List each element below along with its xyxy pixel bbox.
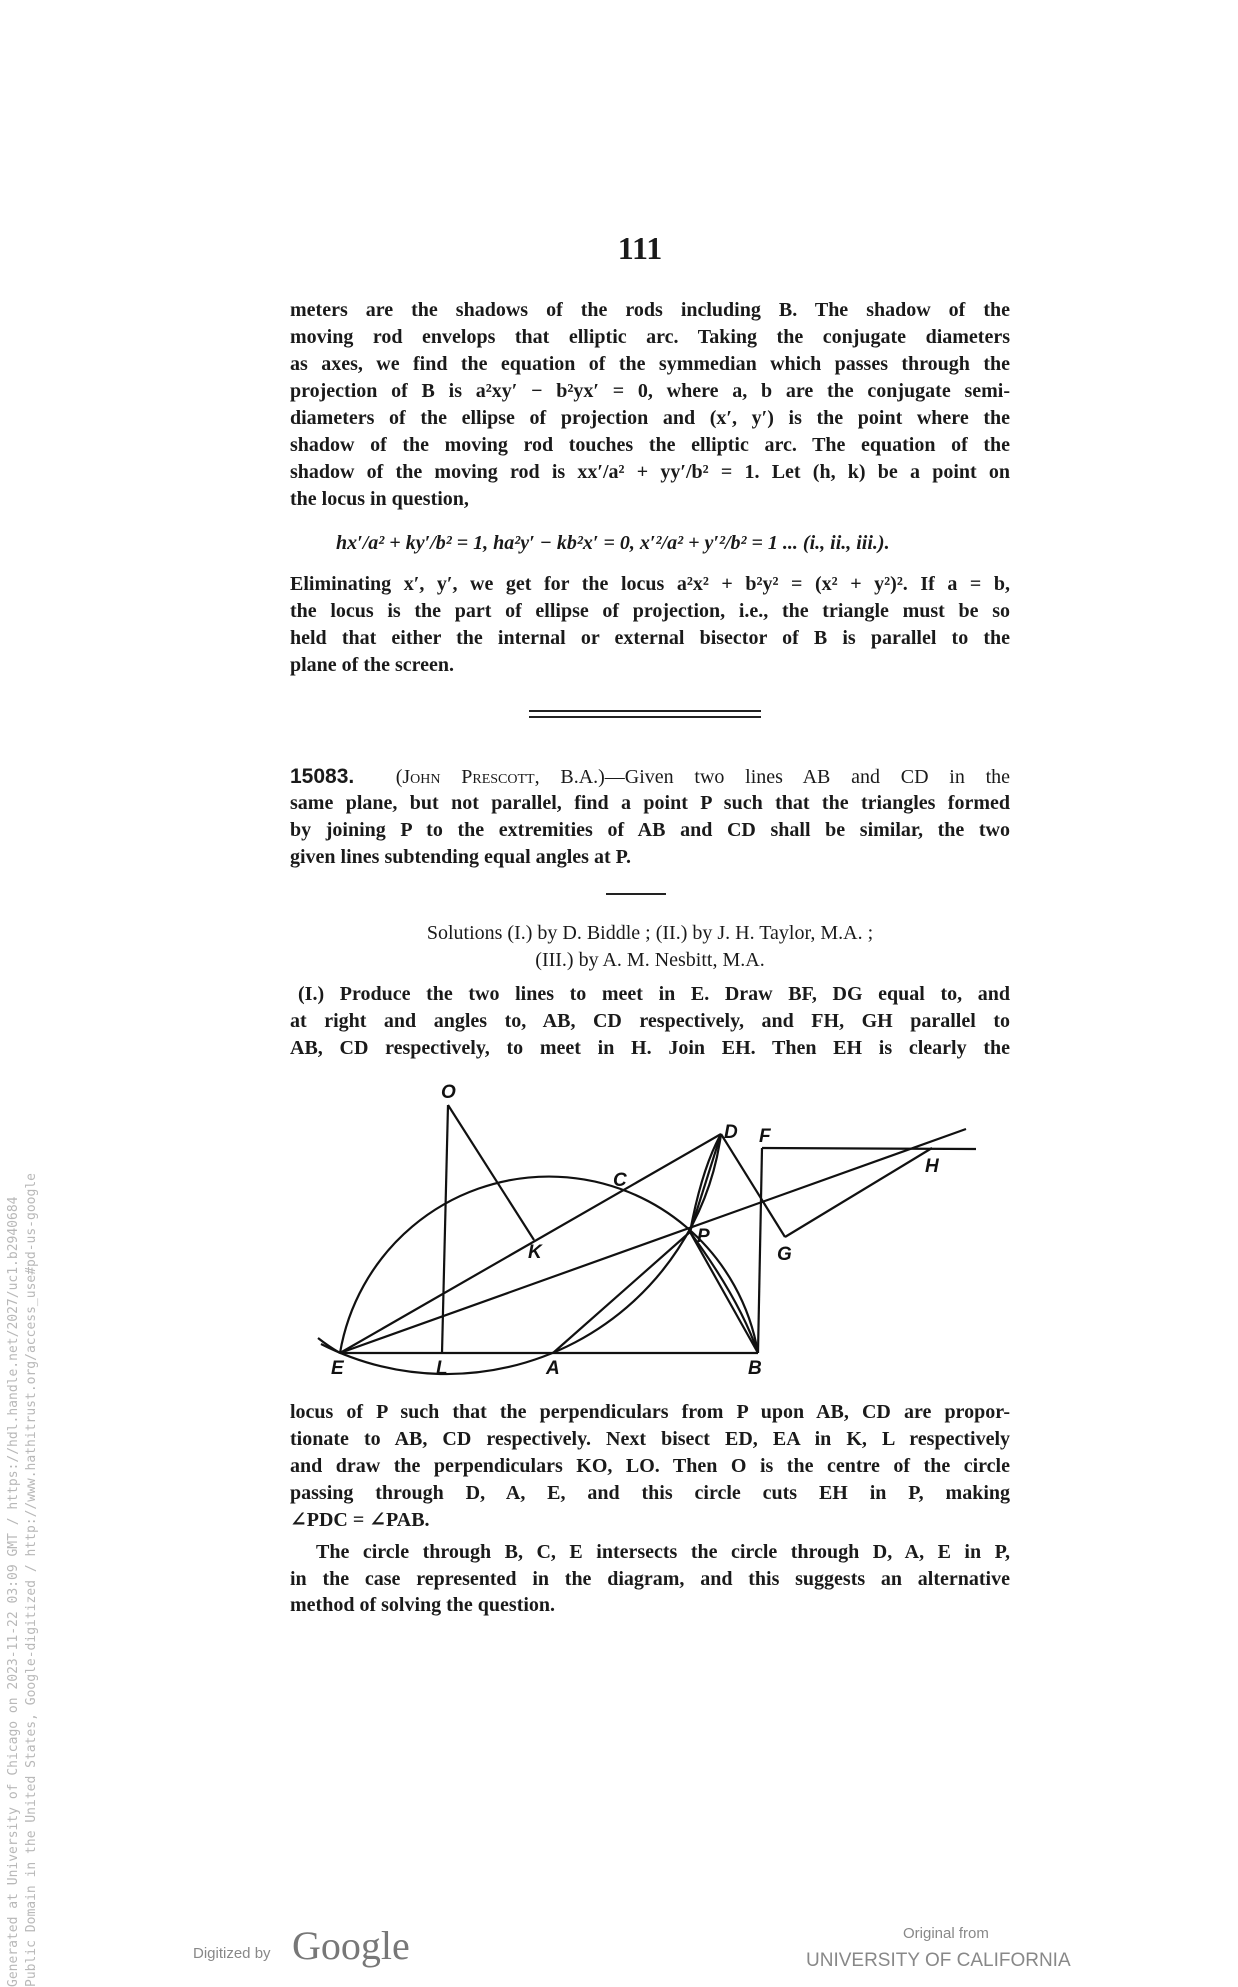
text-line: as axes, we find the equation of the symmedian which passes through the <box>290 353 1010 375</box>
text-line: and draw the perpendiculars KO, LO. Then O is the centre of the circle <box>290 1455 1010 1477</box>
label-d: D <box>724 1122 738 1143</box>
text-line: passing through D, A, E, and this circle cuts EH in P, making <box>290 1482 1010 1504</box>
line-pb <box>690 1232 758 1353</box>
text-line: shadow of the moving rod touches the elliptic arc. The equation of the <box>290 434 1010 456</box>
text-line: method of solving the question. <box>290 1594 556 1616</box>
line-ol <box>442 1105 448 1353</box>
line-ok <box>448 1105 534 1240</box>
line-bf <box>758 1148 762 1353</box>
label-b: B <box>748 1358 762 1379</box>
text-line: the locus is the part of ellipse of projection, i.e., the triangle must be so <box>290 600 1010 622</box>
text-line: the locus in question, <box>290 488 469 510</box>
label-k: K <box>528 1242 542 1263</box>
text-line: given lines subtending equal angles at P. <box>290 846 632 868</box>
footer-university: UNIVERSITY OF CALIFORNIA <box>806 1950 1071 1971</box>
problem-number: 15083. <box>290 765 355 788</box>
arc-p-d <box>690 1134 721 1232</box>
circle-bce-arc <box>318 1177 758 1353</box>
circle-dae-arc <box>321 1134 721 1374</box>
double-rule-top <box>529 710 761 712</box>
label-e: E <box>331 1358 344 1379</box>
text-line: diameters of the ellipse of projection and (x′, y′) is the point where the <box>290 407 1010 429</box>
label-a: A <box>546 1358 560 1379</box>
problem-author: (John Prescott, B.A.) <box>395 766 605 788</box>
label-p: P <box>697 1226 710 1247</box>
line-gh <box>785 1148 932 1237</box>
footer-original-from: Original from <box>903 1925 989 1942</box>
text-line: meters are the shadows of the rods including B. The shadow of the <box>290 299 1010 321</box>
text-line: moving rod envelops that elliptic arc. Taking the conjugate diameters <box>290 326 1010 348</box>
text-line: by joining P to the extremities of AB and CD shall be similar, the two <box>290 819 1010 841</box>
line-eh <box>340 1129 966 1353</box>
sidebar-generated-notice: Generated at University of Chicago on 2023-11-22 03:09 GMT / https://hdl.handle.net/2027/uc1.b2940684 <box>6 1196 21 1987</box>
sidebar-public-domain-notice: Public Domain in the United States, Google-digitized / http://www.hathitrust.org/access_use#pd-us-google <box>24 1173 39 1987</box>
line-fh <box>762 1148 976 1149</box>
text-line: shadow of the moving rod is xx′/a² + yy′/b² = 1. Let (h, k) be a point on <box>290 461 1010 483</box>
problem-text: —Given two lines AB and CD in the <box>604 766 1010 788</box>
text-line: at right and angles to, AB, CD respectively, and FH, GH parallel to <box>290 1010 1010 1032</box>
text-line: in the case represented in the diagram, and this suggests an alternative <box>290 1568 1010 1590</box>
label-f: F <box>759 1126 771 1147</box>
text-line: Eliminating x′, y′, we get for the locus a²x² + b²y² = (x² + y²)². If a = b, <box>290 573 1010 595</box>
solutions-credit-line-1: Solutions (I.) by D. Biddle ; (II.) by J. H. Taylor, M.A. ; <box>426 922 874 944</box>
label-c: C <box>613 1170 627 1191</box>
text-line: held that either the internal or external bisector of B is parallel to the <box>290 627 1010 649</box>
text-line: ∠PDC = ∠PAB. <box>290 1509 430 1531</box>
arc-p-b <box>690 1232 758 1353</box>
page-number: 111 <box>617 230 663 266</box>
text-line: The circle through B, C, E intersects the circle through D, A, E in P, <box>316 1541 1010 1563</box>
text-line: projection of B is a²xy′ − b²yx′ = 0, where a, b are the conjugate semi- <box>290 380 1010 402</box>
short-rule <box>606 893 666 895</box>
text-line: (I.) Produce the two lines to meet in E. Draw BF, DG equal to, and <box>298 983 1010 1005</box>
label-g: G <box>777 1244 792 1265</box>
line-dg <box>721 1134 785 1237</box>
text-line: plane of the screen. <box>290 654 455 676</box>
footer-digitized-by: Digitized by <box>193 1945 271 1962</box>
double-rule-bottom <box>529 716 761 718</box>
label-o: O <box>441 1082 456 1103</box>
text-line: AB, CD respectively, to meet in H. Join EH. Then EH is clearly the <box>290 1037 1010 1059</box>
text-line: tionate to AB, CD respectively. Next bisect ED, EA in K, L respectively <box>290 1428 1010 1450</box>
text-line: locus of P such that the perpendiculars from P upon AB, CD are propor- <box>290 1401 1010 1423</box>
label-l: L <box>436 1358 448 1379</box>
line-ap <box>553 1232 690 1353</box>
text-line: same plane, but not parallel, find a point P such that the triangles formed <box>290 792 1010 814</box>
solutions-credit-line-2: (III.) by A. M. Nesbitt, M.A. <box>535 949 765 971</box>
problem-first-line <box>290 763 1010 790</box>
line-ed <box>340 1134 721 1353</box>
label-h: H <box>925 1156 939 1177</box>
equation-line: hx′/a² + ky′/b² = 1, ha²y′ − kb²x′ = 0, x′²/a² + y′²/b² = 1 ... (i., ii., iii.). <box>336 532 890 554</box>
google-logo: Google <box>292 1923 410 1968</box>
line-pd <box>690 1134 721 1232</box>
